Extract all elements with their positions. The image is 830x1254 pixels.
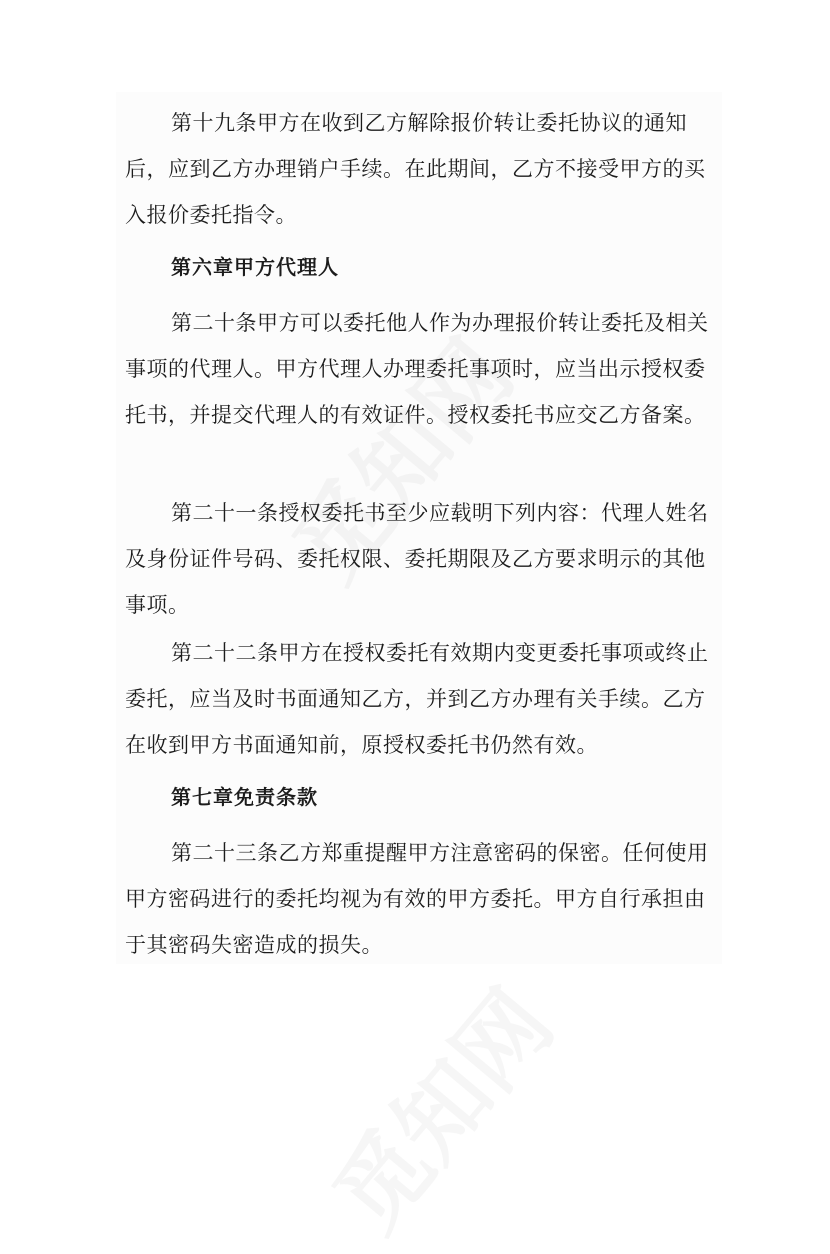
chapter-heading-7: 第七章免责条款	[171, 785, 318, 809]
watermark	[299, 958, 578, 1254]
paragraph-article-23: 第二十三条乙方郑重提醒甲方注意密码的保密。任何使用甲方密码进行的委托均视为有效的甲方委托。甲方自行承担由于其密码失密造成的损失。	[125, 841, 709, 957]
paragraph-article-22: 第二十二条甲方在授权委托有效期内变更委托事项或终止委托，应当及时书面通知乙方，并到乙方办理有关手续。乙方在收到甲方书面通知前，原授权委托书仍然有效。	[125, 641, 709, 757]
chapter-heading-6: 第六章甲方代理人	[171, 255, 339, 279]
paragraph-article-20: 第二十条甲方可以委托他人作为办理报价转让委托及相关事项的代理人。甲方代理人办理委托事项时，应当出示授权委托书，并提交代理人的有效证件。授权委托书应交乙方备案。	[125, 311, 709, 427]
paragraph-article-21: 第二十一条授权委托书至少应载明下列内容：代理人姓名及身份证件号码、委托权限、委托期限及乙方要求明示的其他事项。	[125, 501, 709, 617]
paragraph-article-19: 第十九条甲方在收到乙方解除报价转让委托协议的通知后，应到乙方办理销户手续。在此期间，乙方不接受甲方的买入报价委托指令。	[125, 111, 706, 227]
